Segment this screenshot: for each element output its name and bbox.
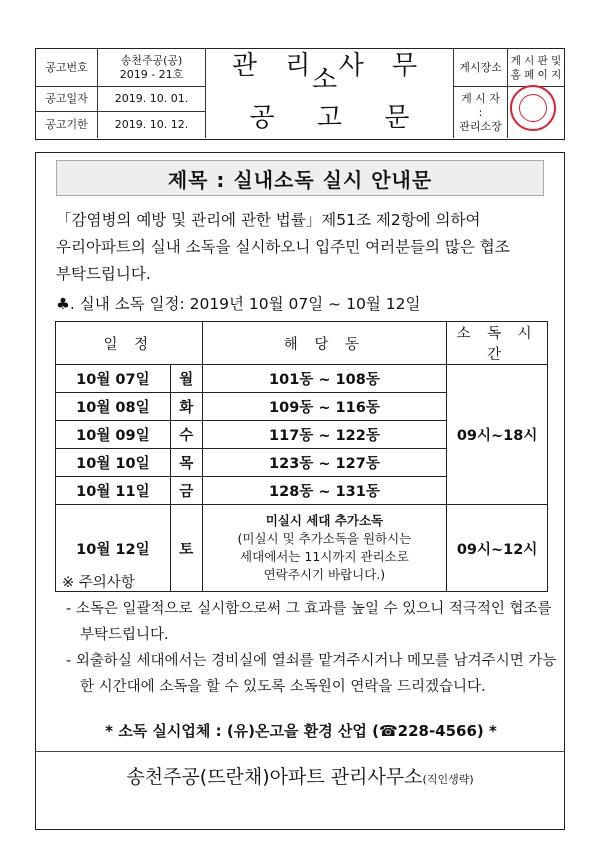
row-day: 화 [170,393,202,421]
row-day: 목 [170,449,202,477]
title-bottom: 공 고 문 [206,97,454,138]
office-signature [35,762,565,789]
subject-title: 제목 : 실내소독 실시 안내문 [56,160,544,196]
post-place-value [508,49,564,87]
row-date: 10월 08일 [56,393,171,421]
notice-date-label: 공고일자 [36,87,98,112]
deadline-label: 공고기한 [36,112,98,138]
row-buildings: 123동 ~ 127동 [202,449,446,477]
schedule-heading: ♣. 실내 소독 일정: 2019년 10월 07일 ~ 10월 12일 [56,295,421,313]
notice-no-value [98,49,206,87]
table-row [56,365,548,393]
extra-line-1: 미실시 세대 추가소독 [265,513,384,528]
row-day: 수 [170,421,202,449]
row-buildings: 101동 ~ 108동 [202,365,446,393]
notice-date-value: 2019. 10. 01. [98,87,206,112]
row-date: 10월 12일 [56,505,171,592]
row-buildings: 109동 ~ 116동 [202,393,446,421]
header-time: 소 독 시 간 [447,322,548,365]
poster-line1: 게 시 자 [461,91,500,105]
caution-notes [62,570,562,700]
row-buildings: 128동 ~ 131동 [202,477,446,505]
weekday-time: 09시~18시 [447,365,548,505]
notice-no-line2: 2019 - 21호 [119,67,184,81]
notes-title: ※ 주의사항 [62,575,135,591]
extra-line-4: 연락주시기 바랍니다.) [263,567,386,582]
deadline-value: 2019. 10. 12. [98,112,206,138]
row-day: 금 [170,477,202,505]
extra-line-3: 세대에서는 11시까지 관리소로 [240,549,409,564]
contractor-info: * 소독 실시업체 : (유)온고을 환경 산업 (☎228-4566) * [105,722,497,740]
intro-line-1: 「감염병의 예방 및 관리에 관한 법률」제51조 제2항에 의하여 [56,211,481,229]
post-place-line2: 홈 페 이 지 [510,68,562,81]
row-date: 10월 11일 [56,477,171,505]
row-date: 10월 09일 [56,421,171,449]
note-item-1: - 소독은 일괄적으로 실시함으로써 그 효과를 높일 수 있으니 적극적인 협조를 부탁드립니다. [66,601,552,643]
title-top: 관 리 사 무 소 [206,49,454,97]
intro-line-3: 부탁드립니다. [56,265,151,283]
post-place-label: 게시장소 [454,49,508,87]
office-note: (직인생략) [422,773,474,786]
post-place-line1: 게 시 판 및 [510,54,562,67]
schedule-table [55,321,548,592]
row-date: 10월 07일 [56,365,171,393]
poster-label [454,87,508,138]
saturday-time: 09시~12시 [447,505,548,592]
footer-divider [35,751,565,752]
notice-header-table [35,48,565,140]
intro-paragraph [56,207,556,288]
intro-line-2: 우리아파트의 실내 소독을 실시하오니 입주민 여러분들의 많은 협조 [56,238,510,256]
office-name: 송천주공(뜨란채)아파트 관리사무소 [126,766,423,788]
notice-no-label: 공고번호 [36,49,98,87]
header-buildings: 해 당 동 [202,322,446,365]
row-day: 토 [170,505,202,592]
row-buildings: 117동 ~ 122동 [202,421,446,449]
row-day: 월 [170,365,202,393]
row-date: 10월 10일 [56,449,171,477]
note-item-2: - 외출하실 세대에서는 경비실에 열쇠를 맡겨주시거나 메모를 남겨주시면 가능한 시간대에 소독을 할 수 있도록 소독원이 연락을 드리겠습니다. [66,653,557,695]
poster-line3: 관리소장 [459,119,502,133]
table-header-row [56,322,548,365]
extra-line-2: (미실시 및 추가소독을 원하시는 [237,531,412,546]
official-seal-icon [510,85,556,131]
notice-no-line1: 송천주공(공) [120,53,183,67]
header-schedule: 일 정 [56,322,203,365]
poster-line2: : [478,105,483,119]
